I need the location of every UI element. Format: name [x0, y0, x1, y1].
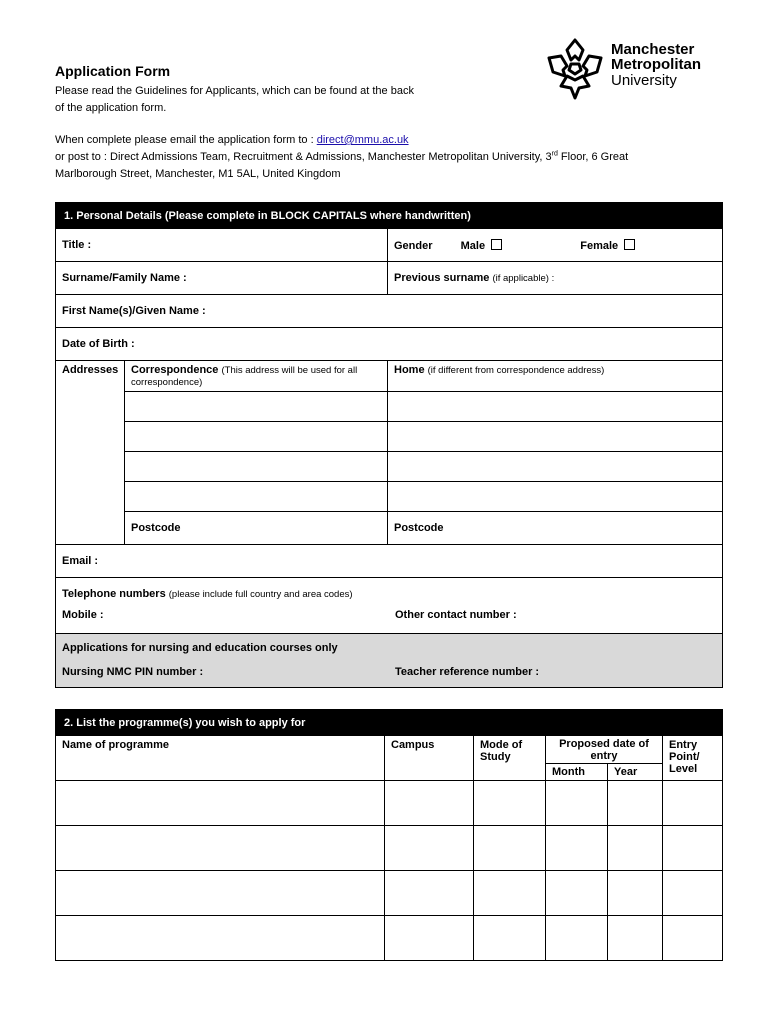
- address-line-row: [56, 422, 723, 452]
- campus-cell[interactable]: [385, 826, 474, 871]
- dob-field[interactable]: [56, 328, 723, 361]
- year-cell[interactable]: [608, 781, 663, 826]
- dob-label: Date of Birth :: [62, 338, 135, 350]
- correspondence-address-line[interactable]: [125, 422, 388, 452]
- email-row: [56, 545, 723, 578]
- programmes-table: [55, 709, 723, 961]
- correspondence-label: Correspondence: [131, 364, 219, 376]
- section-2-header: [56, 710, 723, 736]
- personal-details-table: [55, 202, 723, 688]
- entry-point-cell[interactable]: [663, 916, 723, 961]
- month-cell[interactable]: [546, 781, 608, 826]
- intro-text: [55, 83, 414, 117]
- title-gender-row: [56, 229, 723, 262]
- teacher-reference-label[interactable]: Teacher reference number :: [395, 665, 540, 678]
- email-link[interactable]: direct@mmu.ac.uk: [316, 134, 409, 146]
- programme-header-row: [56, 736, 723, 764]
- university-logo: [543, 36, 723, 100]
- correspondence-postcode-field[interactable]: [125, 512, 388, 545]
- home-address-line[interactable]: [388, 392, 723, 422]
- month-cell[interactable]: [546, 871, 608, 916]
- intro-line-1: Please read the Guidelines for Applicants, which can be found at the back: [55, 85, 414, 97]
- home-note: (if different from correspondence address): [427, 365, 605, 376]
- section-1-heading: 1. Personal Details (Please complete in BLOCK CAPITALS where handwritten): [56, 203, 723, 229]
- correspondence-address-line[interactable]: [125, 392, 388, 422]
- programme-name-cell[interactable]: [56, 781, 385, 826]
- correspondence-address-line[interactable]: [125, 482, 388, 512]
- mode-cell[interactable]: [474, 826, 546, 871]
- year-cell[interactable]: [608, 916, 663, 961]
- post-address-a: or post to : Direct Admissions Team, Recruitment & Admissions, Manchester Metropolitan University, 3: [55, 151, 552, 163]
- telephone-field: [56, 578, 723, 634]
- home-address-line[interactable]: [388, 482, 723, 512]
- logo-line-1: Manchester: [611, 41, 695, 58]
- telephone-row: [56, 578, 723, 634]
- dob-row: [56, 328, 723, 361]
- surname-field[interactable]: [56, 262, 388, 295]
- address-line-row: [56, 482, 723, 512]
- male-checkbox[interactable]: [491, 239, 502, 250]
- female-checkbox[interactable]: [624, 239, 635, 250]
- university-logo-icon: [543, 36, 607, 100]
- gender-label: Gender: [394, 239, 433, 252]
- campus-cell[interactable]: [385, 916, 474, 961]
- title-field[interactable]: [56, 229, 388, 262]
- programme-row: [56, 871, 723, 916]
- year-cell[interactable]: [608, 826, 663, 871]
- post-line-2: Marlborough Street, Manchester, M1 5AL, United Kingdom: [55, 168, 341, 180]
- address-line-row: [56, 452, 723, 482]
- col-entry-point: Entry Point/ Level: [663, 736, 723, 781]
- month-cell[interactable]: [546, 916, 608, 961]
- address-line-row: [56, 392, 723, 422]
- gender-field: [388, 229, 723, 262]
- previous-surname-label: Previous surname: [394, 272, 490, 284]
- post-address-b: Floor, 6 Great: [557, 151, 629, 163]
- col-campus: Campus: [385, 736, 474, 781]
- home-address-line[interactable]: [388, 422, 723, 452]
- nmc-pin-label[interactable]: Nursing NMC PIN number :: [62, 665, 204, 678]
- entry-point-cell[interactable]: [663, 871, 723, 916]
- nursing-heading: Applications for nursing and education courses only: [62, 641, 338, 654]
- title-label: Title :: [62, 239, 92, 251]
- address-header-row: [56, 361, 723, 392]
- post-sup: rd: [551, 150, 558, 158]
- addresses-label: Addresses: [56, 361, 125, 545]
- logo-line-2: Metropolitan: [611, 56, 701, 73]
- first-name-row: [56, 295, 723, 328]
- email-label: Email :: [62, 555, 99, 567]
- col-name-of-programme: Name of programme: [56, 736, 385, 781]
- programme-row: [56, 781, 723, 826]
- first-name-label: First Name(s)/Given Name :: [62, 305, 206, 317]
- telephone-label: Telephone numbers: [62, 588, 166, 600]
- email-prefix: When complete please email the application form to :: [55, 134, 317, 146]
- correspondence-header: [125, 361, 388, 392]
- postcode-label: Postcode: [394, 522, 444, 534]
- page-title: Application Form: [55, 63, 171, 79]
- mode-cell[interactable]: [474, 781, 546, 826]
- programme-name-cell[interactable]: [56, 871, 385, 916]
- section-2-heading: 2. List the programme(s) you wish to apply for: [56, 710, 723, 736]
- col-proposed-date: Proposed date of entry: [546, 736, 663, 764]
- col-month: Month: [546, 764, 608, 781]
- nursing-education-row: [56, 634, 723, 688]
- programme-name-cell[interactable]: [56, 826, 385, 871]
- surname-label: Surname/Family Name :: [62, 272, 187, 284]
- surname-row: [56, 262, 723, 295]
- postcode-label: Postcode: [131, 522, 181, 534]
- previous-surname-field[interactable]: [388, 262, 723, 295]
- other-contact-label[interactable]: Other contact number :: [395, 609, 517, 621]
- correspondence-note: (This address will be used for all correspondence): [131, 365, 358, 388]
- home-address-line[interactable]: [388, 452, 723, 482]
- col-mode-of-study: Mode of Study: [474, 736, 546, 781]
- home-label: Home: [394, 364, 425, 376]
- female-label: Female: [580, 239, 619, 252]
- month-cell[interactable]: [546, 826, 608, 871]
- entry-point-cell[interactable]: [663, 826, 723, 871]
- campus-cell[interactable]: [385, 781, 474, 826]
- entry-point-cell[interactable]: [663, 781, 723, 826]
- campus-cell[interactable]: [385, 871, 474, 916]
- telephone-note: (please include full country and area codes): [168, 589, 353, 600]
- programme-row: [56, 916, 723, 961]
- post-line: [55, 149, 628, 166]
- first-name-field[interactable]: [56, 295, 723, 328]
- previous-surname-note: (if applicable) :: [492, 273, 555, 284]
- submission-text: [55, 132, 628, 183]
- postcode-row: [56, 512, 723, 545]
- email-field[interactable]: [56, 545, 723, 578]
- col-year: Year: [608, 764, 663, 781]
- mode-cell[interactable]: [474, 871, 546, 916]
- logo-line-3: University: [611, 72, 677, 89]
- year-cell[interactable]: [608, 871, 663, 916]
- email-line: [55, 132, 628, 149]
- nursing-education-field: [56, 634, 723, 688]
- section-1-header: [56, 203, 723, 229]
- home-postcode-field[interactable]: [388, 512, 723, 545]
- mode-cell[interactable]: [474, 916, 546, 961]
- programme-row: [56, 826, 723, 871]
- male-label: Male: [460, 239, 486, 252]
- mobile-label[interactable]: Mobile :: [62, 609, 104, 621]
- home-header: [388, 361, 723, 392]
- programme-name-cell[interactable]: [56, 916, 385, 961]
- correspondence-address-line[interactable]: [125, 452, 388, 482]
- intro-line-2: of the application form.: [55, 102, 167, 114]
